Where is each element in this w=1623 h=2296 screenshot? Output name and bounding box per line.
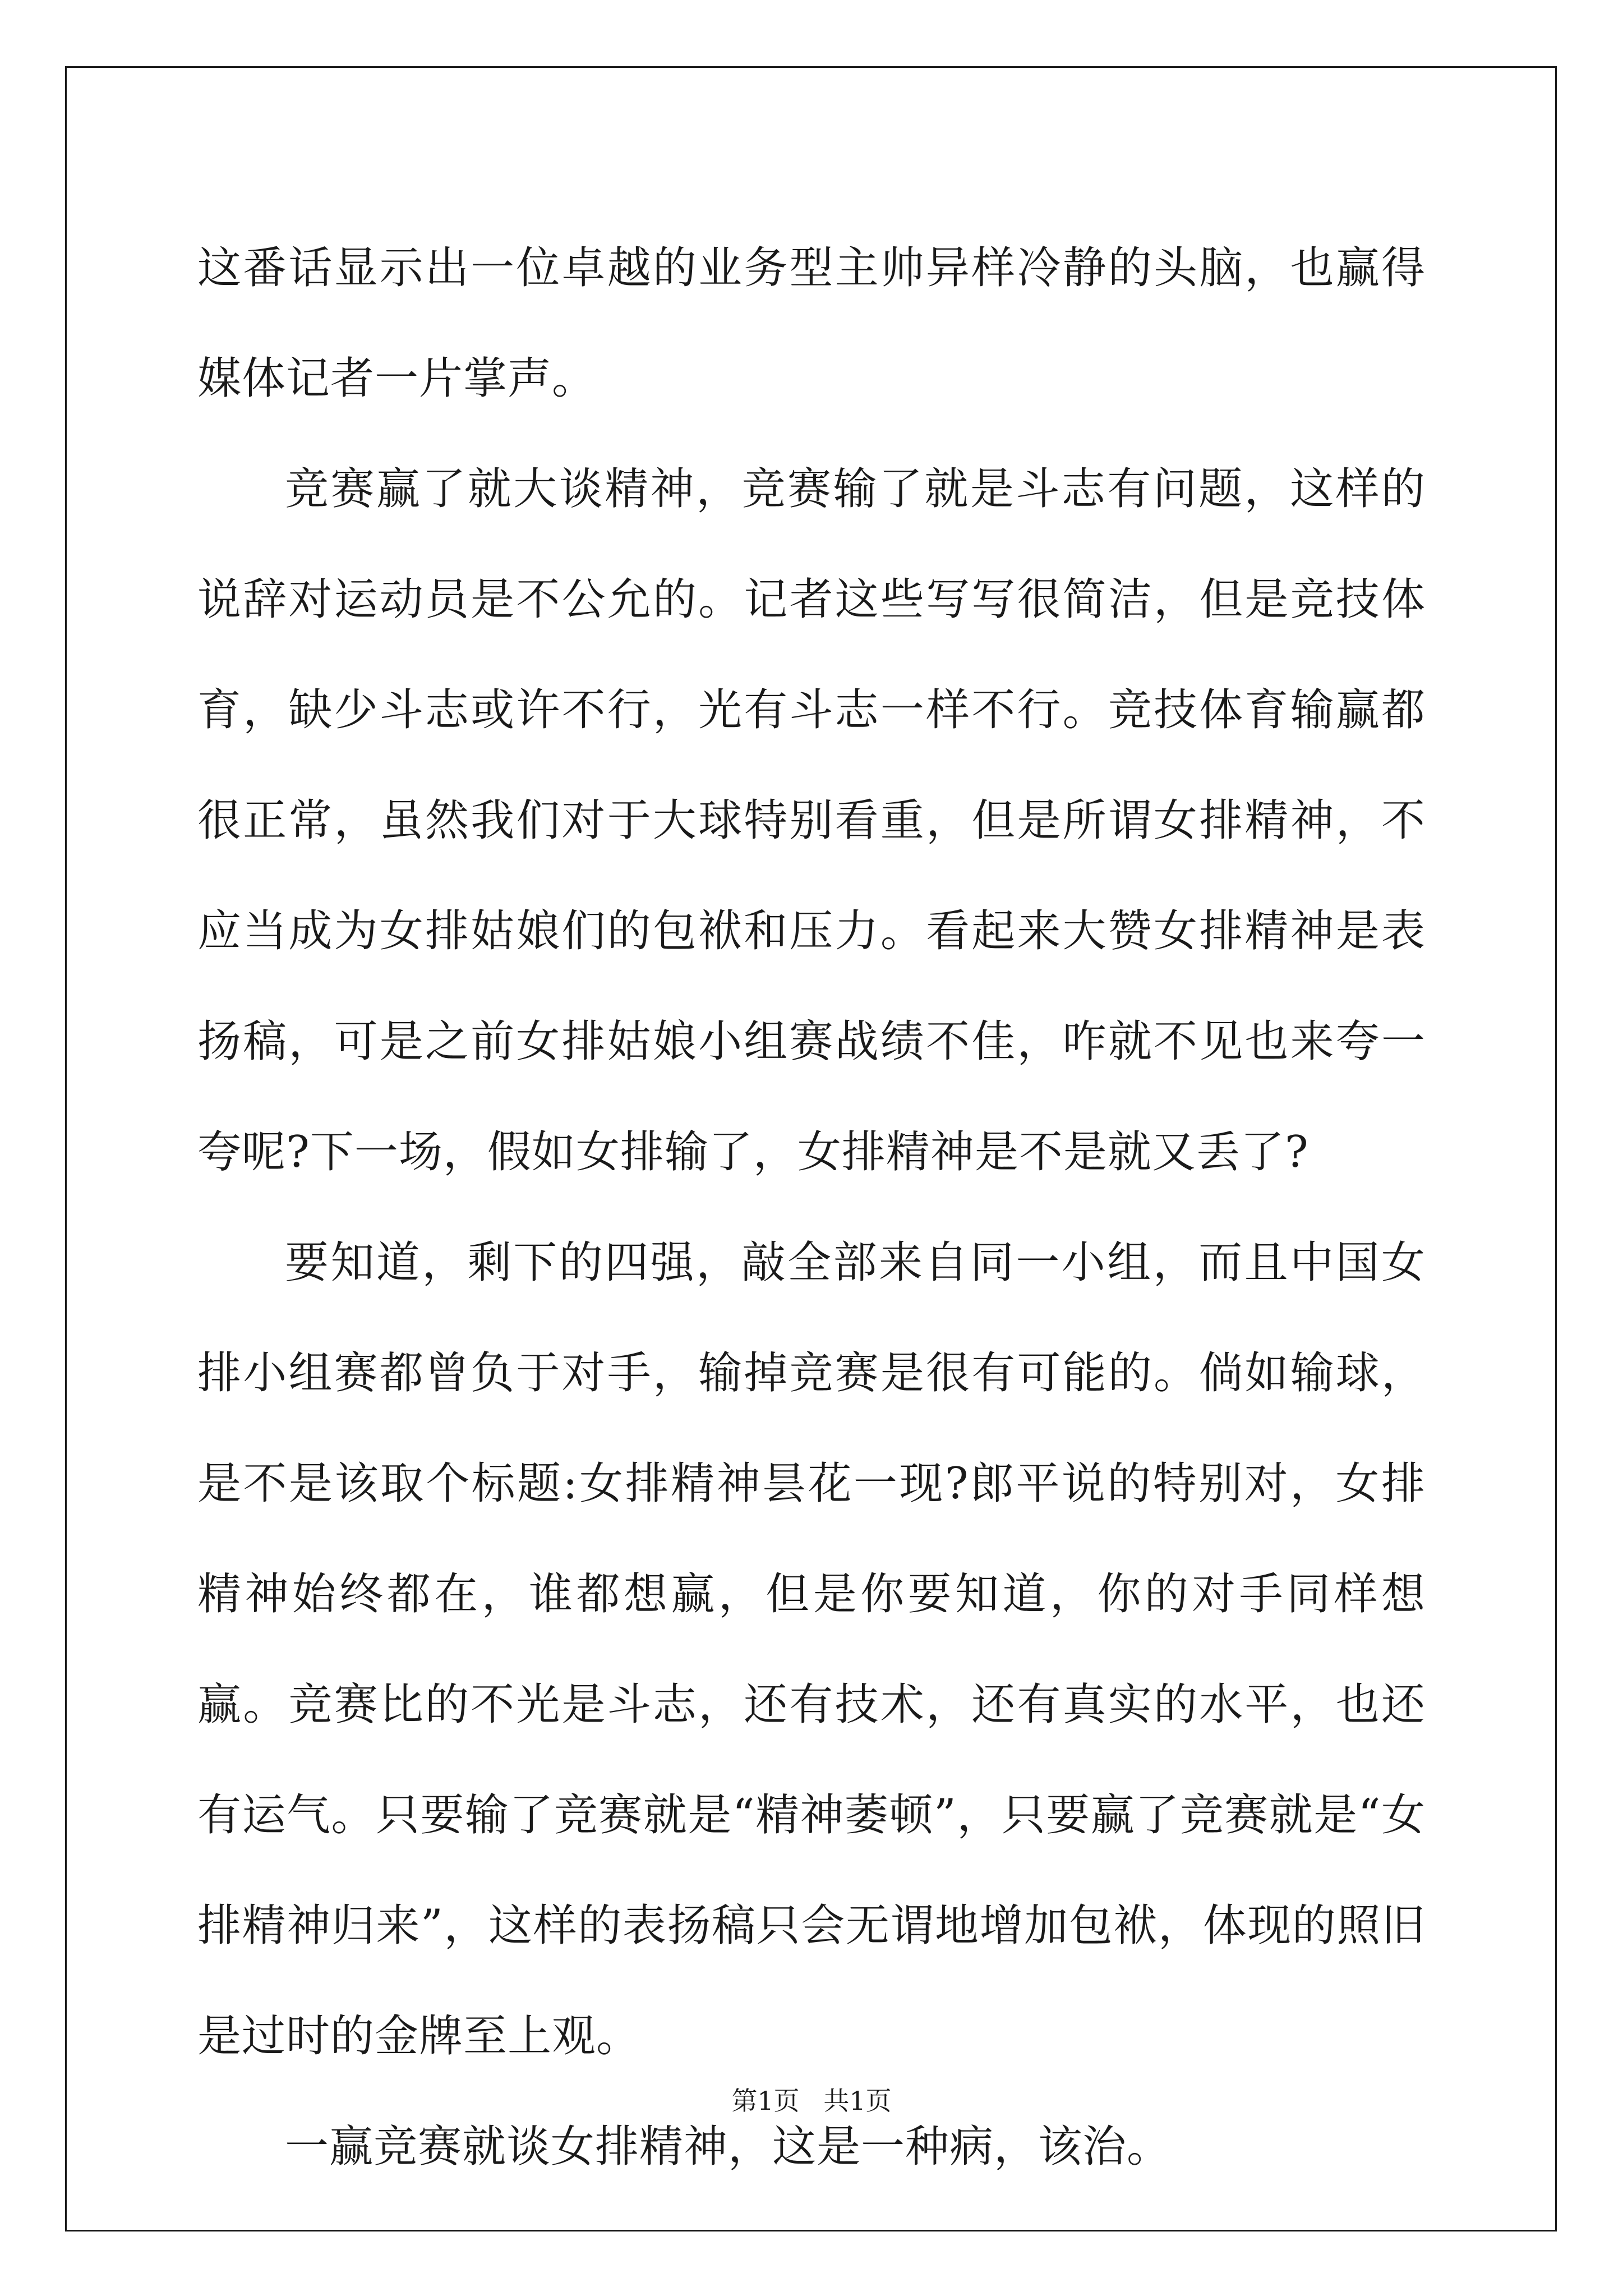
- document-body: [197, 213, 1426, 2202]
- page-footer: [0, 2084, 1623, 2118]
- page-total: 共1页: [823, 2086, 892, 2116]
- paragraph-3: 要知道，剩下的四强，敲全部来自同一小组，而且中国女排小组赛都曾负于对手，输掉竞赛是很有可能的。倘如输球，是不是该取个标题:女排精神昙花一现?郎平说的特别对，女排精神始终都在，谁都想赢，但是你要知道，你的对手同样想赢。竞赛比的不光是斗志，还有技术，还有真实的水平，也还有运气。只要输了竞赛就是“精神萎顿”，只要赢了竞赛就是“女排精神归来”，这样的表扬稿只会无谓地增加包袱，体现的照旧是过时的金牌至上观。: [197, 1237, 1426, 2062]
- paragraph-1: 这番话显示出一位卓越的业务型主帅异样冷静的头脑，也赢得媒体记者一片掌声。: [197, 243, 1426, 404]
- paragraph-2: 竞赛赢了就大谈精神，竞赛输了就是斗志有问题，这样的说辞对运动员是不公允的。记者这些写写很简洁，但是竞技体育，缺少斗志或许不行，光有斗志一样不行。竞技体育输赢都很正常，虽然我们对于大球特别看重，但是所谓女排精神，不应当成为女排姑娘们的包袱和压力。看起来大赞女排精神是表扬稿，可是之前女排姑娘小组赛战绩不佳，咋就不见也来夸一夸呢?下一场，假如女排输了，女排精神是不是就又丢了?: [197, 464, 1426, 1177]
- paragraph-4: 一赢竞赛就谈女排精神，这是一种病，该治。: [285, 2122, 1172, 2172]
- page-number: 第1页: [731, 2086, 800, 2116]
